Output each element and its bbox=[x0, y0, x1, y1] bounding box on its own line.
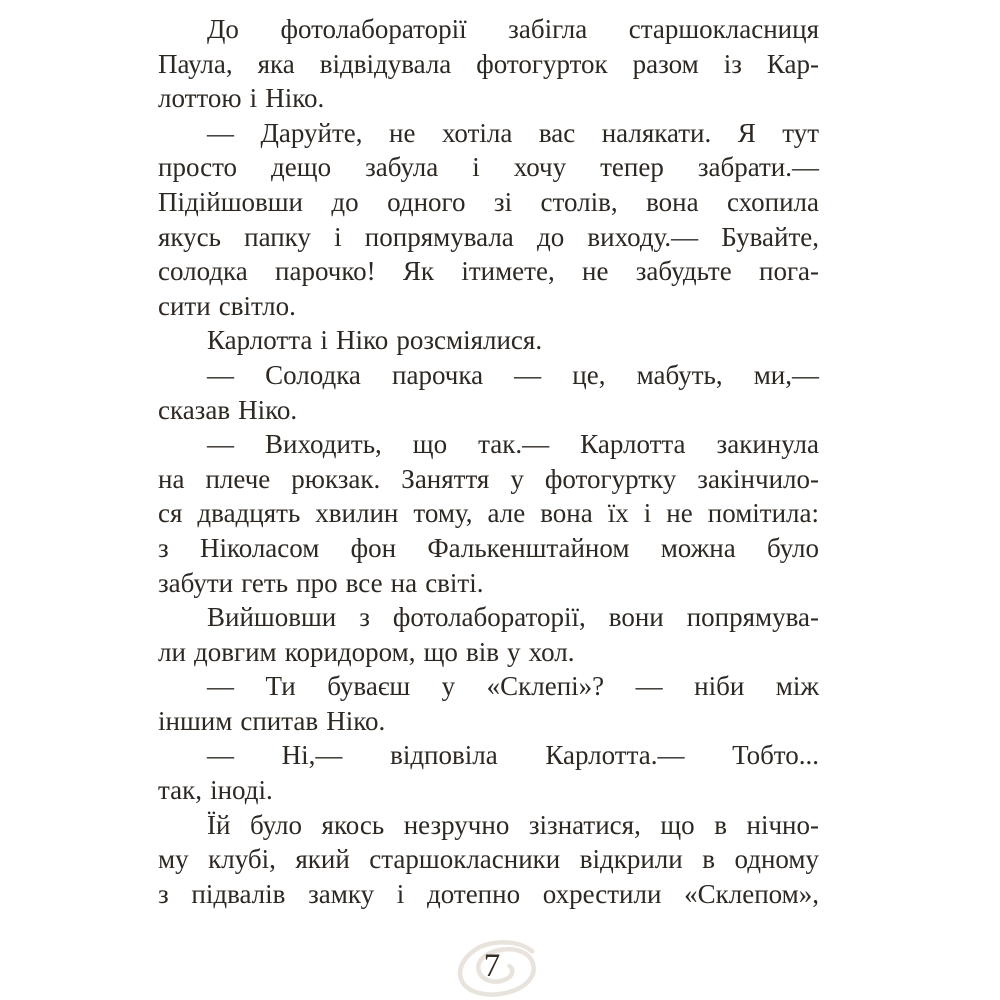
text-line: з підвалів замку і дотепно охрестили «Склепом», bbox=[158, 878, 819, 909]
text-line: іншим спитав Ніко. bbox=[158, 705, 386, 736]
text-line: Паула, яка відвідувала фотогурток разом із Кар- bbox=[158, 48, 819, 79]
text-line: якусь папку і попрямувала до виходу.— Бувайте, bbox=[158, 221, 819, 252]
text-line: До фотолабораторії забігла старшокласниця bbox=[207, 14, 819, 44]
text-line: Карлотта і Ніко розсміялися. bbox=[207, 325, 543, 356]
page-number-ornament bbox=[449, 932, 547, 1000]
text-line: з Ніколасом фон Фалькенштайном можна було bbox=[158, 532, 819, 563]
text-line: ли довгим коридором, що вів у хол. bbox=[158, 636, 575, 667]
text-line: забути геть про все на світі. bbox=[158, 567, 484, 598]
text-line: так, іноді. bbox=[158, 775, 273, 806]
text-line: — Ні,— відповіла Карлотта.— Тобто... bbox=[207, 740, 819, 771]
text-line: — Солодка парочка — це, мабуть, ми,— bbox=[207, 359, 819, 390]
text-line: Їй було якось незручно зізнатися, що в нічно- bbox=[207, 809, 819, 840]
text-line: — Ти буваєш у «Склепі»? — ніби між bbox=[207, 671, 819, 702]
text-line: лоттою і Ніко. bbox=[158, 83, 325, 114]
text-line: ся двадцять хвилин тому, але вона їх і не помітила: bbox=[158, 498, 819, 529]
text-line: му клубі, який старшокласники відкрили в одному bbox=[158, 844, 819, 875]
text-line: просто дещо забула і хочу тепер забрати.— bbox=[158, 152, 819, 183]
text-block bbox=[158, 12, 819, 911]
text-line: — Виходить, що так.— Карлотта закинула bbox=[207, 429, 819, 460]
text-line: Підійшовши до одного зі столів, вона схопила bbox=[158, 186, 819, 217]
text-line: сказав Ніко. bbox=[158, 394, 298, 425]
text-line: сити світло. bbox=[158, 290, 296, 321]
page-number: 7 bbox=[483, 948, 501, 984]
text-line: — Даруйте, не хотіла вас налякати. Я тут bbox=[207, 117, 819, 148]
text-line: солодка парочко! Як ітимете, не забудьте пога- bbox=[158, 256, 819, 287]
text-line: Вийшовши з фотолабораторії, вони попрямува- bbox=[207, 602, 819, 633]
text-line: на плече рюкзак. Заняття у фотогуртку закінчило- bbox=[158, 463, 819, 494]
